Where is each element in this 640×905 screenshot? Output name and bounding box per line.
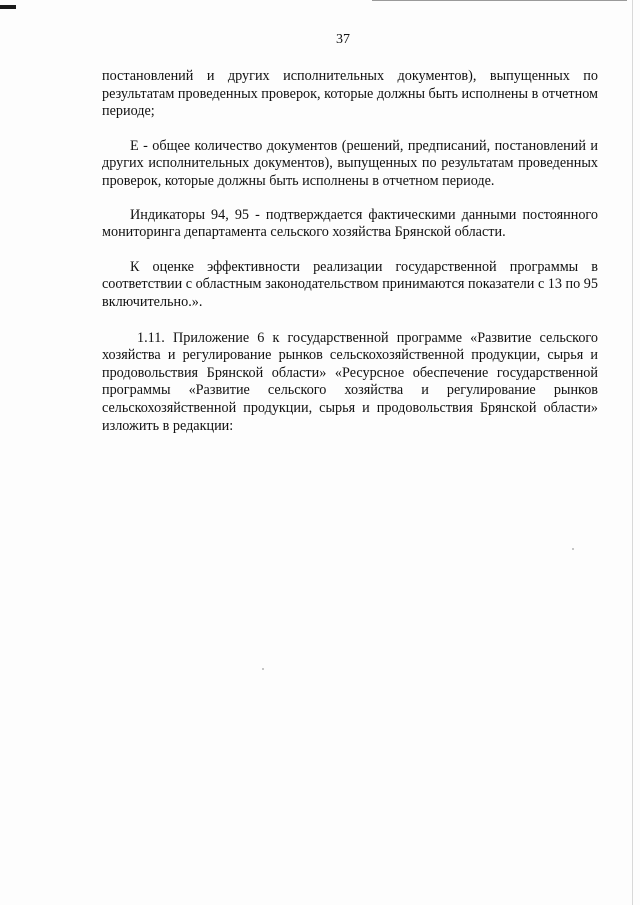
paragraph-3: Индикаторы 94, 95 - подтверждается фактическими данными постоянного мониторинга департамента сельского хозяйства Брянской области. (102, 206, 598, 241)
scan-mark (0, 5, 16, 9)
scan-edge-right (632, 0, 633, 905)
scan-speck (262, 668, 264, 670)
paragraph-2: Е - общее количество документов (решений, предписаний, постановлений и других исполнительных документов), выпущенных по результатам проведенных проверок, которые должны быть исполнены в отчетном периоде. (102, 137, 598, 189)
scan-speck (572, 548, 574, 550)
document-body (102, 68, 598, 435)
paragraph-4: К оценке эффективности реализации государственной программы в соответствии с областным законодательством принимаются показатели с 13 по 95 включительно.». (102, 258, 598, 310)
paragraph-1: постановлений и других исполнительных документов), выпущенных по результатам проведенных проверок, которые должны быть исполнены в отчетном периоде; (102, 68, 598, 120)
page-number: 37 (336, 32, 350, 47)
scan-edge-line (372, 0, 627, 1)
paragraph-5: 1.11. Приложение 6 к государственной программе «Развитие сельского хозяйства и регулирование рынков сельскохозяйственной продукции, сырья и продовольствия Брянской области» «Ресурсное обеспечение государственной программы «Развитие сельского хозяйства и регулирование рынков сельскохозяйственной продукции, сырья и продовольствия Брянской области» изложить в редакции: (102, 329, 598, 434)
